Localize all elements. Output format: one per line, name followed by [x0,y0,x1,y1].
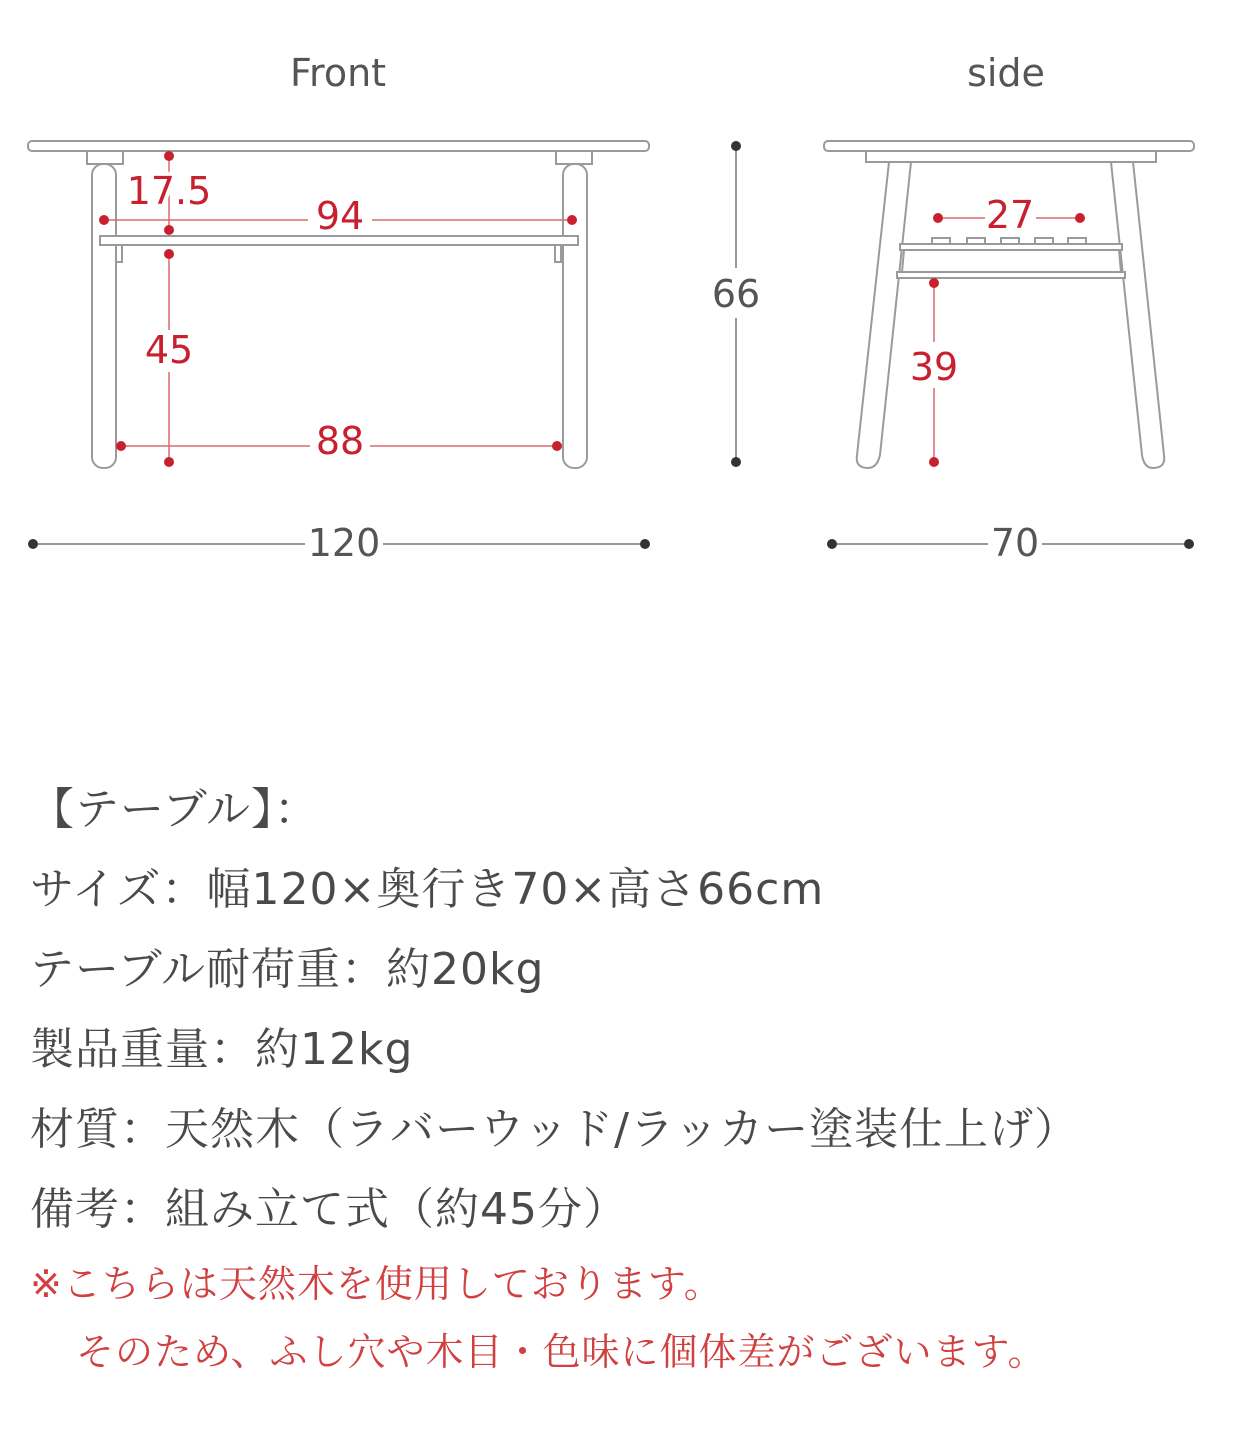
dim-label-shelf-height: 45 [144,328,194,372]
side-view-title: side [967,51,1045,95]
spec-remarks: 備考：組み立て式（約45分） [30,1184,628,1235]
dim-dot [28,539,38,549]
side-shelf-rail [897,272,1125,278]
dim-label-inner-width-top: 94 [315,194,365,238]
dim-dot [164,225,174,235]
dim-label-shelf-depth: 27 [985,193,1035,237]
dim-dot [164,249,174,259]
dim-dot [731,457,741,467]
front-leg-right [563,164,587,468]
spec-load-capacity: テーブル耐荷重：約20kg [30,944,545,995]
side-shelf-slat [1035,238,1053,244]
dim-dot [164,457,174,467]
side-apron [866,151,1156,162]
front-view [28,51,650,565]
front-leg-cap-left [87,151,123,164]
spec-product-weight: 製品重量：約12kg [30,1024,414,1075]
front-leg-left [92,164,116,468]
side-shelf-slat [1068,238,1086,244]
dim-label-height: 66 [711,272,761,316]
dim-dot [929,278,939,288]
dim-dot [99,215,109,225]
dim-label-overall-width: 120 [307,521,381,565]
dim-dot [929,457,939,467]
dim-dot [567,215,577,225]
side-leg-left [857,162,911,468]
side-shelf-slat [1001,238,1019,244]
side-tabletop [824,141,1194,151]
side-view [824,51,1194,565]
front-tabletop [28,141,649,151]
spec-heading: 【テーブル】： [30,784,320,835]
natural-wood-note-detail: そのため、ふし穴や木目・色味に個体差がございます。 [76,1330,1047,1374]
dim-dot [1184,539,1194,549]
dim-dot [640,539,650,549]
dim-label-overall-depth: 70 [990,521,1040,565]
side-shelf-slat [932,238,950,244]
dim-dot [164,151,174,161]
spec-material: 材質：天然木（ラバーウッド/ラッカー塗装仕上げ） [30,1104,1080,1155]
dim-dot [1075,213,1085,223]
spec-size: サイズ：幅120×奥行き70×高さ66cm [30,864,825,915]
natural-wood-note: ※こちらは天然木を使用しております。 [30,1262,723,1306]
spec-list [30,770,1230,1386]
dim-label-side-shelf-height: 39 [909,345,959,389]
dimension-drawing [0,0,1237,640]
front-leg-cap-right [556,151,592,164]
side-leg-right [1111,162,1164,468]
dim-dot [827,539,837,549]
dim-label-inner-width-bottom: 88 [315,419,365,463]
dim-dot [933,213,943,223]
front-shelf-bracket-left [116,245,122,262]
dim-dot [552,441,562,451]
front-shelf-bracket-right [555,245,561,262]
dim-dot [116,441,126,451]
dim-label-apron-height: 17.5 [126,169,212,213]
front-view-title: Front [289,51,387,95]
side-shelf-slat [967,238,985,244]
dim-dot [731,141,741,151]
height-dimension [712,141,760,467]
